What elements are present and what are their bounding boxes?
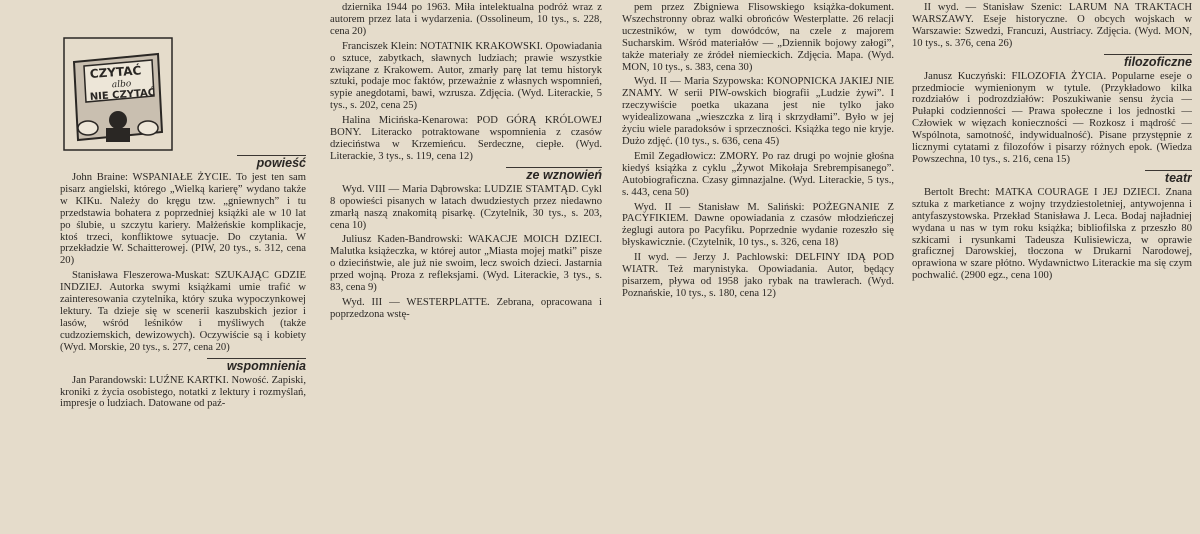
section-heading	[912, 169, 1192, 185]
book-review: Bertolt Brecht: MATKA COURAGE I JEJ DZIECI. Znana sztuka z marketiance z wojny trzydziestoletniej, antywojenna i antyfaszystowska. Przekład Stanisława J. Leca. Bodaj najładniej wydana u nas w tym roku książka; bibliofilska z przeszło 80 szkicami i rysunkami Tadeusza Kulisiewicza, w oprawie graficznej Darowskiej, tłoczona w Drukarni Narodowej, oprawiona w szare płótno. Wydawnictwo Literackie ma się czym pochwalić. (2900 egz., cena 100)	[912, 186, 1192, 282]
column-4	[912, 2, 1192, 500]
logo-line2: albo	[111, 79, 132, 91]
book-review: Juliusz Kaden-Bandrowski: WAKACJE MOICH DZIECI. Malutka książeczka, w której autor „Miasta mojej matki” pisze o dzieciństwie, ale już nie swoim, lecz swoich dzieci. Jastarnia przed wojną. Proza z refleksjami. (Wyd. Literackie, 3 tys., s. 83, cena 9)	[330, 234, 602, 294]
book-review: Jan Parandowski: LUŹNE KARTKI. Nowość. Zapiski, kroniki z życia osobistego, notatki z lektury i rozmyślań, impresje o ludziach. Datowane od paź-	[60, 374, 306, 410]
section-heading-text: filozoficzne	[1104, 54, 1192, 69]
section-heading-text: teatr	[1145, 170, 1192, 185]
book-review: Halina Micińska-Kenarowa: POD GÓRĄ KRÓLOWEJ BONY. Literacko potraktowane wspomnienia z czasów dzieciństwa w Krzemieńcu. Serdeczne, ciepłe. (Wyd. Literackie, 3 tys., s. 119, cena 12)	[330, 115, 602, 162]
section-heading	[912, 53, 1192, 69]
book-review: Stanisława Fleszerowa-Muskat: SZUKAJĄC GDZIE INDZIEJ. Autorka swymi książkami umie trafić w zainteresowania czytelnika, który szuka wypoczynkowej lektury. Ta dzieje się w scenerii kaszubskich jezior i lasów, wśród leśników i myśliwych (także cudzoziemskich, dewizowych). Oczywiście są i kobiety (Wyd. Morskie, 20 tys., s. 277, cena 20)	[60, 270, 306, 353]
book-review: John Braine: WSPANIAŁE ŻYCIE. To jest ten sam pisarz angielski, którego „Wielką karierę” wydano także w KIKu. Należy do kręgu tzw. „gniewnych” i tu przedstawia bohatera z poprzedniej książki ale w 10 lat po ślubie, u szczytu kariery. Małżeńskie komplikacje, ktoś trzeci, konfliktowe sytuacje. Do czytania. W przekładzie W. Schaitterowej. (PIW, 20 tys., s. 312, cena 20)	[60, 172, 306, 267]
book-review: II wyd. — Stanisław Szenic: LARUM NA TRAKTACH WARSZAWY. Eseje historyczne. O obcych wojskach w Warszawie: Szwedzi, Francuzi, Austriacy. Zdjęcia. (Wyd. MON, 10 tys., s. 376, cena 26)	[912, 2, 1192, 49]
book-review: pem przez Zbigniewa Flisowskiego książka-dokument. Wszechstronny obraz walki obrońców Westerplatte. 26 relacji uczestników, w tym dowódców, na czele z majorem Sucharskim. Wśród materiałów — „Dziennik bojowy załogi”, także materiały ze źródeł niemieckich. Zdjęcia. Mapa. (Wyd. MON, 10 tys., s. 383, cena 30)	[622, 2, 894, 73]
column-1	[60, 36, 306, 534]
logo-line1: CZYTAĆ	[89, 63, 142, 81]
section-heading	[330, 166, 602, 182]
book-review: dziernika 1944 po 1963. Miła intelektualna podróż wraz z autorem przez lata i wydarzenia. (Ossolineum, 10 tys., s. 228, cena 20)	[330, 2, 602, 37]
column-2	[330, 2, 602, 500]
book-review: Wyd. II — Maria Szypowska: KONOPNICKA JAKIEJ NIE ZNAMY. W serii PIW-owskich biografii „Ludzie żywi”. I rzeczywiście poetka ukazana jest nie tylko jako wyidealizowana „wieszczka z lirą i skrzydłami”. Było w jej życiu wiele paradoksów i sprzeczności. Książka tego nie kryje. Dużo zdjęć. (10 tys., s. 636, cena 45)	[622, 76, 894, 147]
section-heading-text: ze wznowień	[506, 167, 602, 182]
logo-line3: NIE CZYTAĆ	[89, 87, 156, 103]
book-review: Wyd. VIII — Maria Dąbrowska: LUDZIE STAMTĄD. Cykl 8 opowieści pisanych w latach dwudziestych przez niedawno zmarłą naszą znakomitą pisarkę. (Czytelnik, 30 tys., s. 203, cena 10)	[330, 183, 602, 231]
section-heading	[60, 154, 306, 170]
section-heading-text: wspomnienia	[207, 358, 306, 373]
book-review: Wyd. II — Stanisław M. Saliński: POŻEGNANIE Z PACYFIKIEM. Dawne opowiadania z czasów młodzieńczej żeglugi autora po Pacyfiku. Poprzednie wydanie rozeszło się błyskawicznie. (Czytelnik, 10 tys., s. 326, cena 18)	[622, 201, 894, 249]
section-heading-text: powieść	[237, 155, 306, 170]
book-review: Wyd. III — WESTERPLATTE. Zebrana, opracowana i poprzedzona wstę-	[330, 296, 602, 320]
book-review: Emil Zegadłowicz: ZMORY. Po raz drugi po wojnie głośna kiedyś książka z cyklu „Żywot Mikołaja Srebrempisanego”. Autobiograficzna. Czasy gimnazjalne. (Wyd. Literackie, 5 tys., s. 443, cena 50)	[622, 150, 894, 198]
column-3	[622, 2, 894, 500]
section-heading	[60, 357, 306, 373]
book-review: Janusz Kuczyński: FILOZOFIA ŻYCIA. Popularne eseje o przedmiocie wymienionym w tytule. (Przykładowo kilka rozdziałów i podrozdziałów: Poszukiwanie sensu życia — Pułapki codzienności — Prawa społeczne i los jednostki — Człowiek w więzach konieczności — Rozkosz i mądrość — Wspólnota, samotność, indywidualność). Pisane przystępnie z licznymi cytatami z filozofów i pisarzy różnych epok. (Wiedza Powszechna, 10 tys., s. 216, cena 15)	[912, 70, 1192, 165]
book-review: Franciszek Klein: NOTATNIK KRAKOWSKI. Opowiadania o sztuce, zabytkach, sławnych ludziach; prawie wszystkie związane z Krakowem. Autor, zmarły parę lat temu historyk sztuki, podaje moc faktów, przeważnie z własnych wspomnień, sypie anegdotami, bawi, wzrusza. Zdjęcia. (Wyd. Literackie, 5 tys., s. 202, cena 25)	[330, 40, 602, 112]
book-review: II wyd. — Jerzy J. Pachlowski: DELFINY IDĄ POD WIATR. Też marynistyka. Opowiadania. Autor, będący pisarzem, pływa od 1958 jako rybak na trawlerach. (Wyd. Poznańskie, 10 tys., s. 180, cena 12)	[622, 252, 894, 299]
